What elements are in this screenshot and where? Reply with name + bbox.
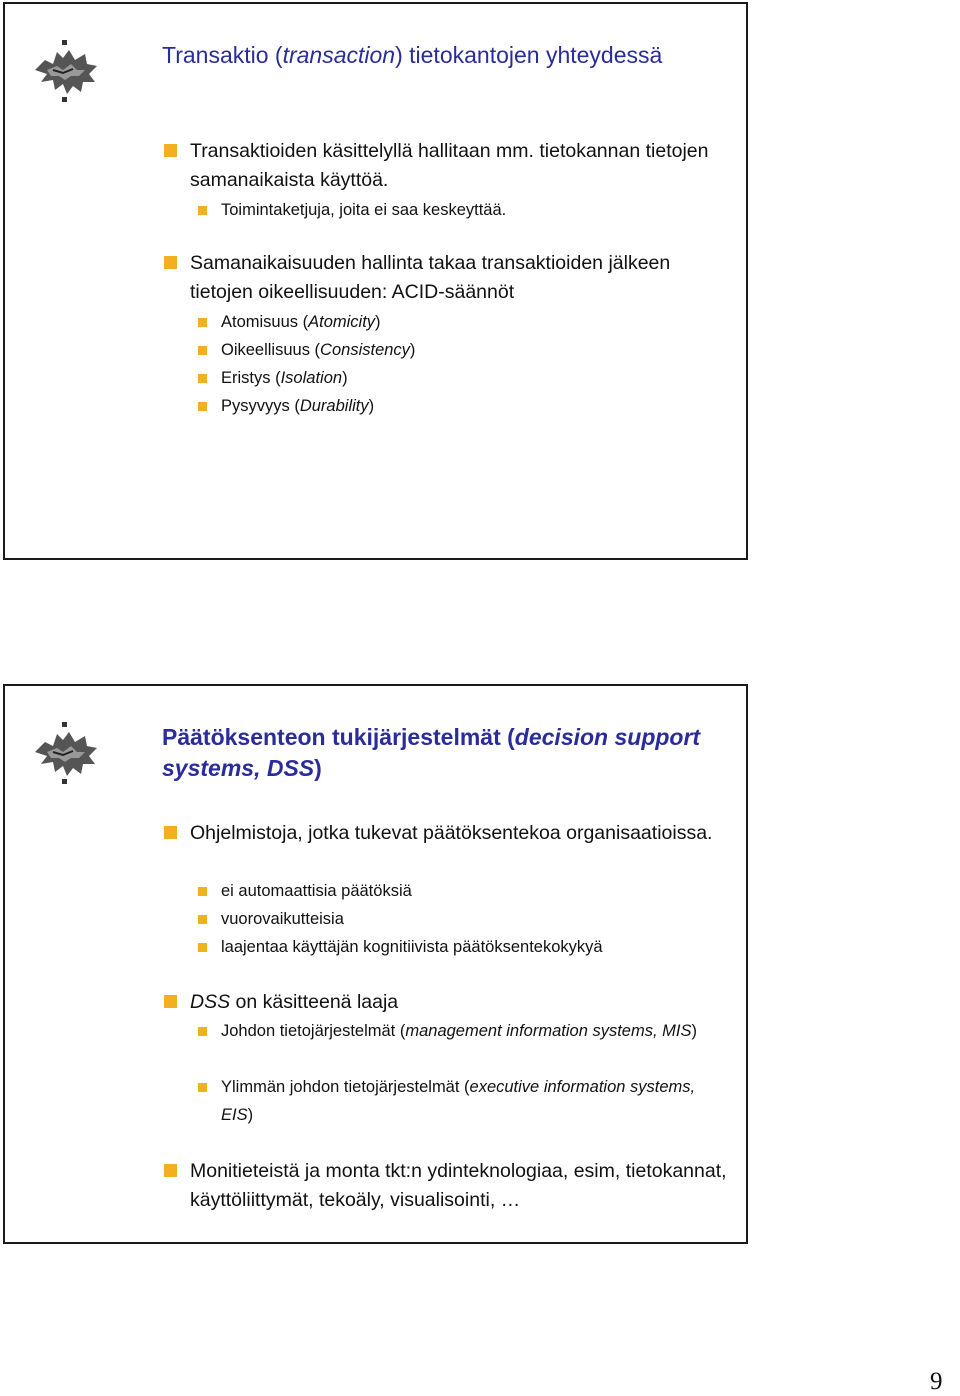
sub-bullet-eis: Ylimmän johdon tietojärjestelmät (executive information systems, EIS) [221, 1073, 731, 1129]
sub-bullet-no-automatic: ei automaattisia päätöksiä [221, 877, 731, 905]
acid-isolation: Eristys (Isolation) [221, 364, 731, 392]
bullet-square-icon [198, 206, 207, 215]
bullet-square-icon [198, 887, 207, 896]
bullet-multidisciplinary: Monitieteistä ja monta tkt:n ydinteknologiaa, esim, tietokannat, käyttöliittymät, tekoäly, visualisointi, … [190, 1157, 730, 1215]
bullet-square-icon [198, 943, 207, 952]
bullet-square-icon [164, 1164, 177, 1177]
bullet-square-icon [198, 1027, 207, 1036]
slide-transactions [3, 2, 748, 560]
page-number: 9 [930, 1368, 943, 1395]
bullet-transactions: Transaktioiden käsittelyllä hallitaan mm. tietokannan tietojen samanaikaista käyttöä. [190, 137, 730, 195]
bullet-concurrency: Samanaikaisuuden hallinta takaa transaktioiden jälkeen tietojen oikeellisuuden: ACID-säännöt [190, 249, 730, 307]
sub-bullet-mis: Johdon tietojärjestelmät (management information systems, MIS) [221, 1017, 731, 1045]
bullet-square-icon [198, 318, 207, 327]
bullet-dss-broad: DSS on käsitteenä laaja [190, 988, 730, 1017]
acid-consistency: Oikeellisuus (Consistency) [221, 336, 731, 364]
bullet-square-icon [198, 1083, 207, 1092]
sub-bullet-uninterruptible: Toimintaketjuja, joita ei saa keskeyttää. [221, 196, 731, 224]
bullet-square-icon [198, 915, 207, 924]
slide-title: Transaktio (transaction) tietokantojen yhteydessä [162, 42, 663, 68]
bullet-square-icon [164, 144, 177, 157]
bullet-square-icon [198, 346, 207, 355]
slide-title: Päätöksenteon tukijärjestelmät (decision support systems, DSS) [162, 724, 701, 781]
bullet-software: Ohjelmistoja, jotka tukevat päätöksentekoa organisaatioissa. [190, 819, 730, 848]
sub-bullet-cognitive: laajentaa käyttäjän kognitiivista päätöksentekokykyä [221, 933, 731, 961]
bullet-square-icon [198, 402, 207, 411]
sub-bullet-interactive: vuorovaikutteisia [221, 905, 731, 933]
acid-atomicity: Atomisuus (Atomicity) [221, 308, 731, 336]
acid-durability: Pysyvyys (Durability) [221, 392, 731, 420]
bullet-square-icon [164, 826, 177, 839]
bullet-square-icon [198, 374, 207, 383]
university-flame-logo-icon [33, 40, 99, 104]
bullet-square-icon [164, 995, 177, 1008]
university-flame-logo-icon [33, 722, 99, 786]
slide-decision-support [3, 684, 748, 1244]
bullet-square-icon [164, 256, 177, 269]
